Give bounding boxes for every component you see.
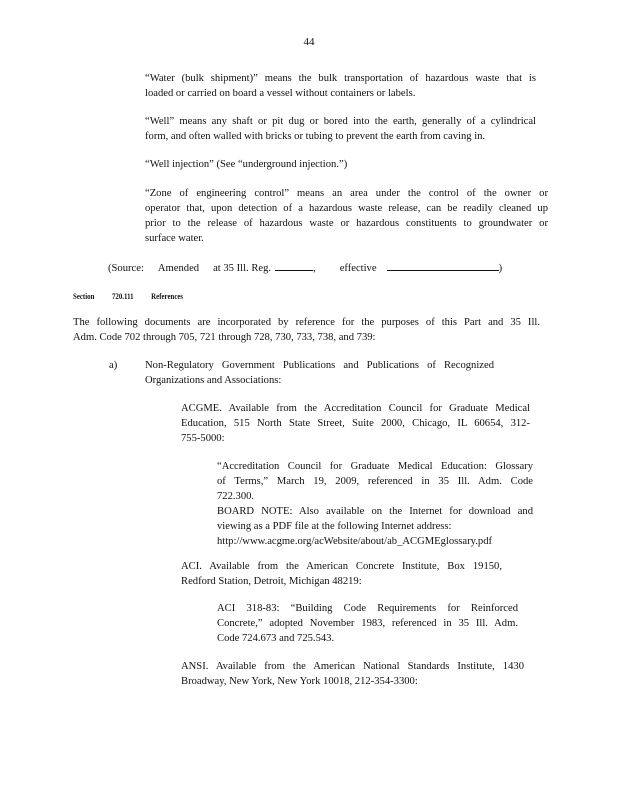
organization-aci xyxy=(181,559,502,589)
intro-line: The following documents are incorporated by reference for the purposes of this Part and 35 Ill. xyxy=(73,317,540,328)
definition-line: surface water. xyxy=(145,233,204,244)
subsection-line: Non-Regulatory Government Publications and Publications of Recognized xyxy=(145,360,494,371)
source-amended: Amended xyxy=(157,263,200,274)
definition-well-injection xyxy=(145,157,536,172)
organization-line: ACI. Available from the American Concrete Institute, Box 19150, xyxy=(181,561,502,572)
page-number: 44 xyxy=(303,36,315,48)
register-blank xyxy=(275,259,313,271)
document-line: of Terms,” March 19, 2009, referenced in 35 Ill. Adm. Code xyxy=(217,476,533,487)
definition-line: loaded or carried on board a vessel without containers or labels. xyxy=(145,88,416,99)
organization-line: 755-5000: xyxy=(181,433,225,444)
definition-line: “Water (bulk shipment)” means the bulk transportation of hazardous waste that is xyxy=(145,73,536,84)
definition-line: “Zone of engineering control” means an area under the control of the owner or xyxy=(145,188,548,199)
intro-line: Adm. Code 702 through 705, 721 through 728, 730, 733, 738, and 739: xyxy=(73,332,376,343)
source-open: (Source: xyxy=(108,263,144,274)
document-line: Code 724.673 and 725.543. xyxy=(217,633,335,644)
subsection-line: Organizations and Associations: xyxy=(145,375,282,386)
board-note-line: viewing as a PDF file at the following Internet address: xyxy=(217,521,452,532)
definition-line: form, and often walled with bricks or tubing to prevent the earth from caving in. xyxy=(145,131,486,142)
section-heading xyxy=(73,291,201,301)
definition-line: operator that, upon detection of a hazardous waste release, can be readily cleaned up xyxy=(145,203,548,214)
source-note xyxy=(108,259,502,276)
organization-line: ANSI. Available from the American National Standards Institute, 1430 xyxy=(181,661,524,672)
definition-water-bulk-shipment xyxy=(145,71,536,101)
document-line: ACI 318-83: “Building Code Requirements for Reinforced xyxy=(217,603,518,614)
organization-acgme xyxy=(181,401,530,446)
source-comma: , xyxy=(313,263,316,274)
intro-paragraph xyxy=(73,315,540,345)
document-line: Concrete,” adopted November 1983, referenced in 35 Ill. Adm. xyxy=(217,618,518,629)
organization-line: Redford Station, Detroit, Michigan 48219: xyxy=(181,576,362,587)
board-note-line: BOARD NOTE: Also available on the Internet for download and xyxy=(217,506,533,517)
document-line: 722.300. xyxy=(217,491,255,502)
section-label: Section xyxy=(73,291,95,301)
organization-line: Education, 515 North State Street, Suite 2000, Chicago, IL 60654, 312- xyxy=(181,418,530,429)
document-acgme-glossary xyxy=(217,459,533,549)
document-aci-318-83 xyxy=(217,601,518,646)
definition-line: prior to the release of hazardous waste or hazardous constituents to groundwater or xyxy=(145,218,548,229)
organization-line: ACGME. Available from the Accreditation Council for Graduate Medical xyxy=(181,403,530,414)
organization-ansi xyxy=(181,659,524,689)
effective-date-blank xyxy=(387,259,499,271)
definition-zone-of-engineering-control xyxy=(145,186,548,246)
source-reg: at 35 Ill. Reg. xyxy=(213,263,272,274)
organization-line: Broadway, New York, New York 10018, 212-354-3300: xyxy=(181,676,418,687)
definition-line: “Well” means any shaft or pit dug or bored into the earth, generally of a cylindrical xyxy=(145,116,536,127)
definition-line: “Well injection” (See “underground injection.”) xyxy=(145,159,348,170)
section-number: 720.111 xyxy=(111,291,134,301)
subsection-a-text xyxy=(145,358,494,388)
document-line: “Accreditation Council for Graduate Medical Education: Glossary xyxy=(217,461,533,472)
section-title: References xyxy=(151,291,184,301)
board-note-url: http://www.acgme.org/acWebsite/about/ab_ACGMEglossary.pdf xyxy=(217,536,493,547)
subsection-a-marker: a) xyxy=(109,360,118,371)
source-effective: effective xyxy=(339,263,377,274)
source-close: ) xyxy=(498,263,503,274)
definition-well xyxy=(145,114,536,144)
